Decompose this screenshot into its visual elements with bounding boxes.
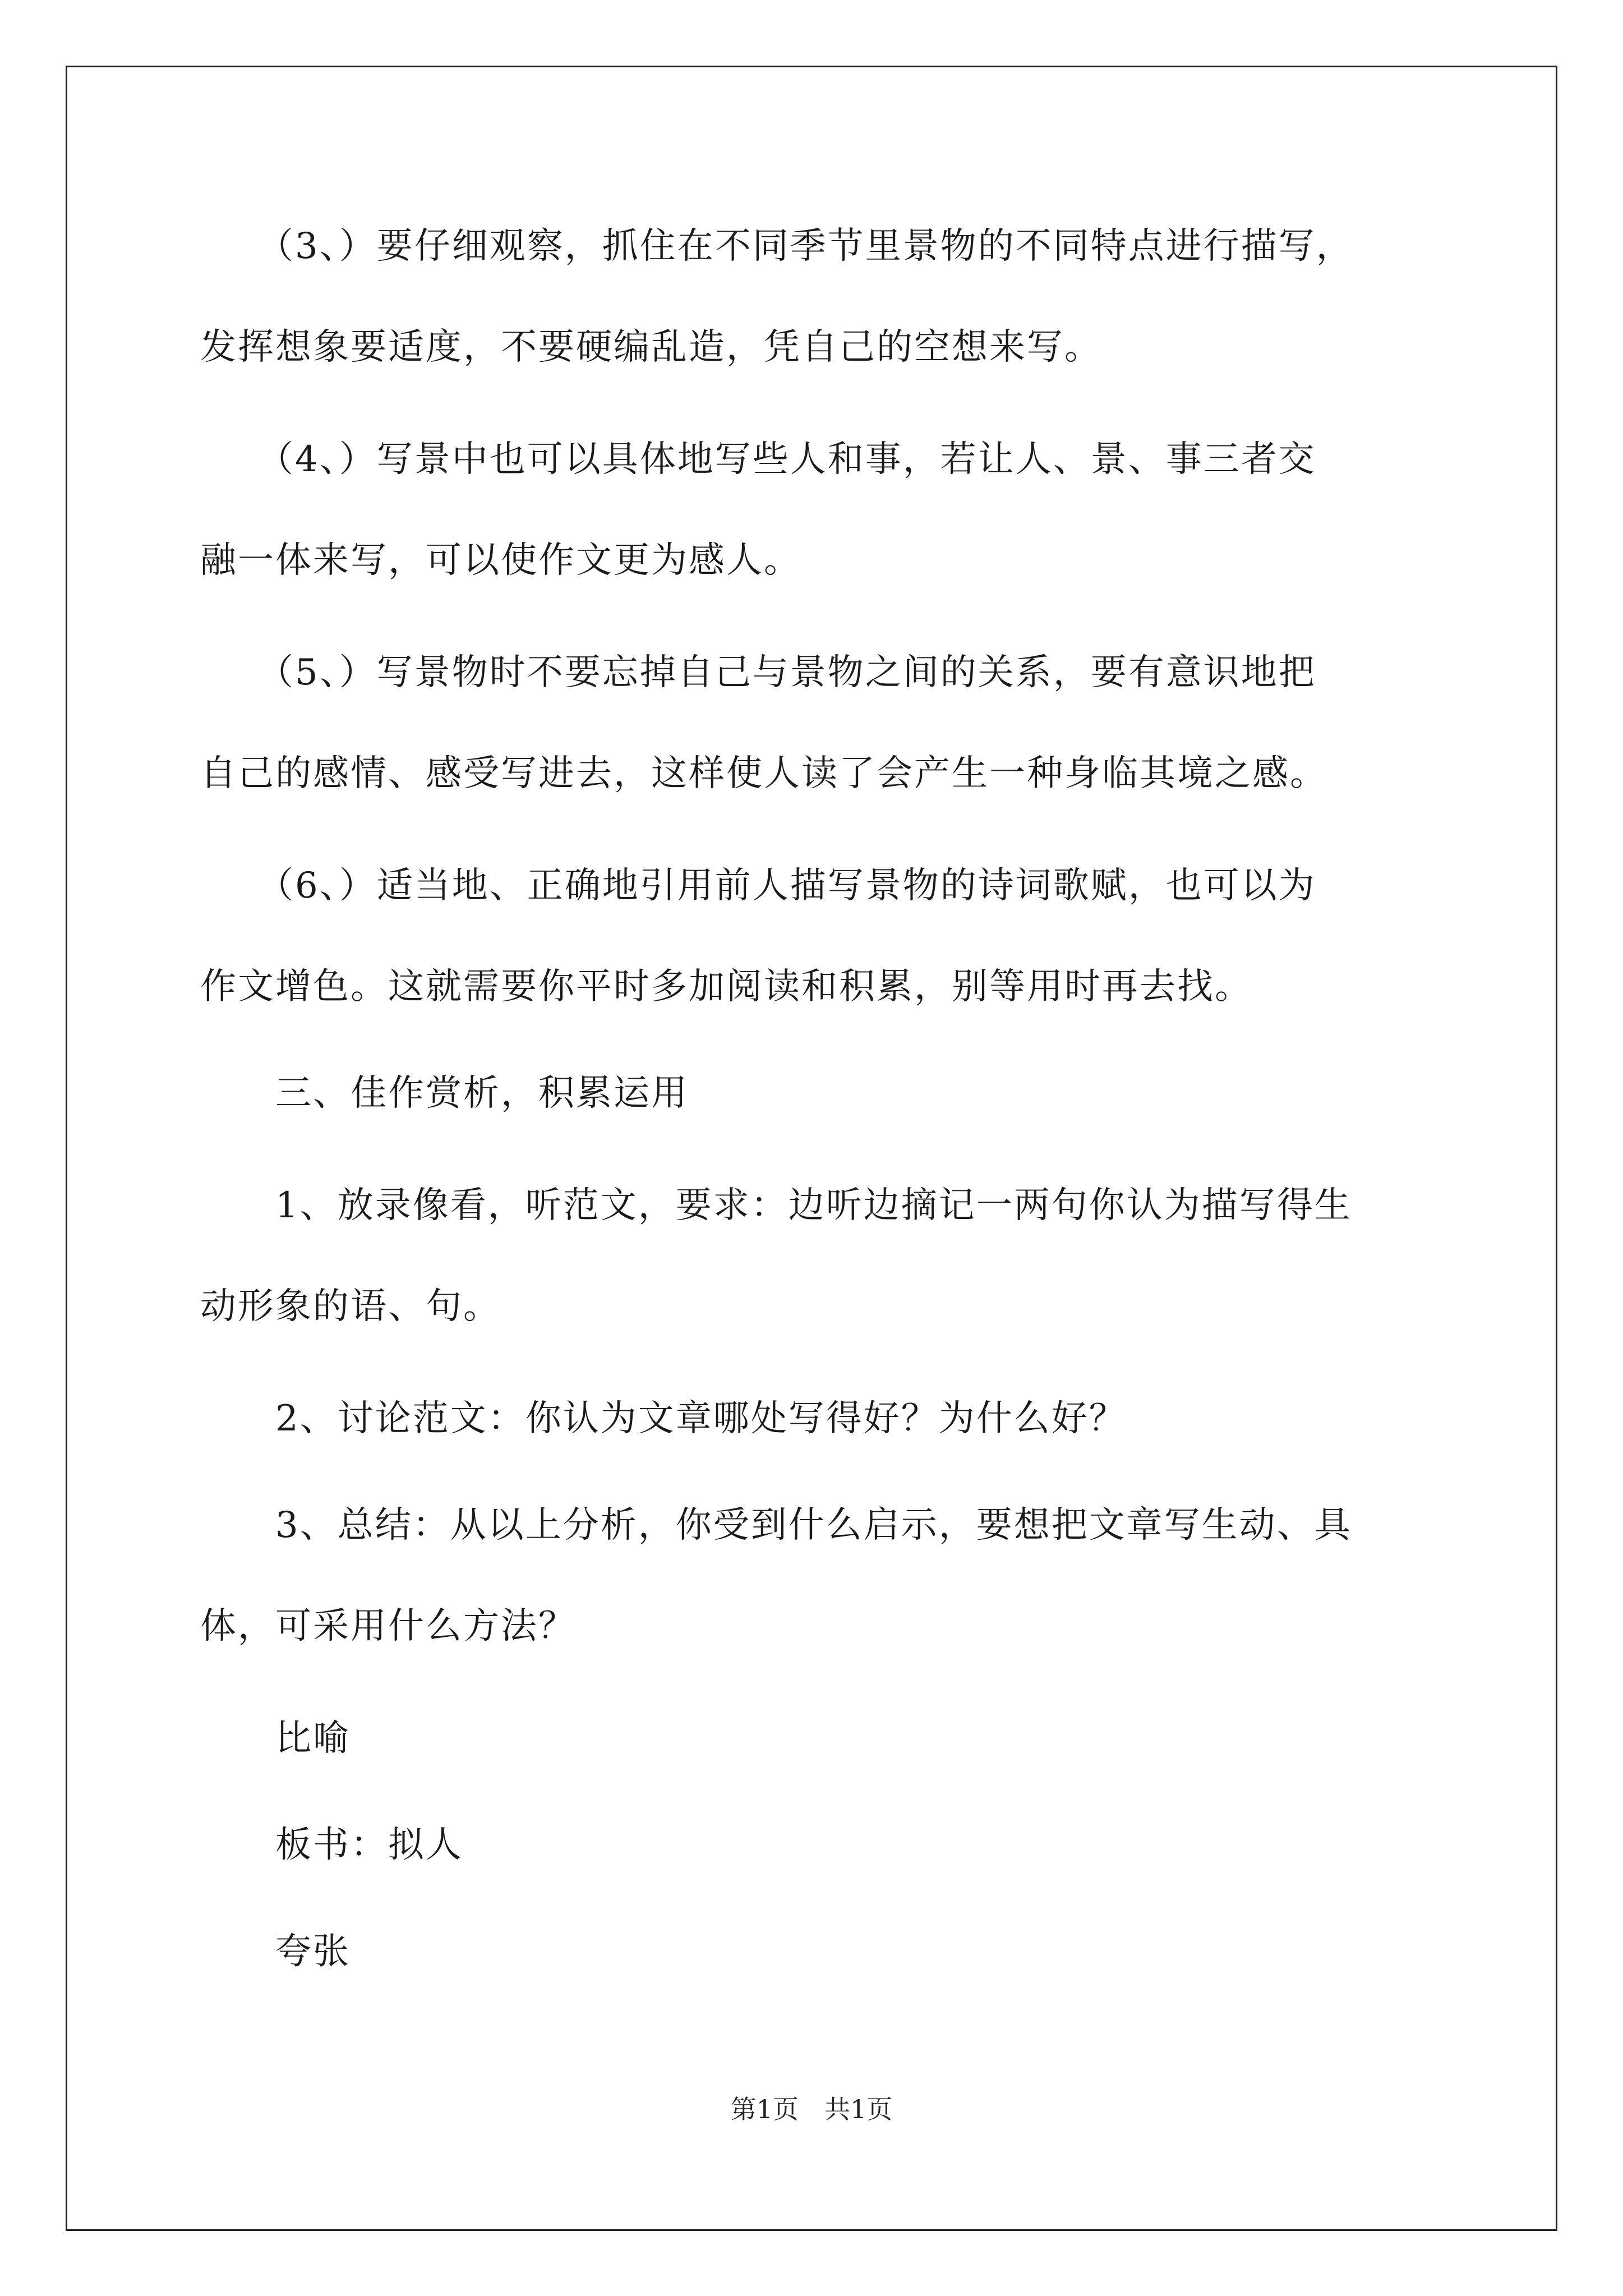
page-footer	[0, 2096, 1623, 2122]
board-item-personification: 板书：拟人	[200, 1824, 463, 1866]
paragraph-3-line-2: 发挥想象要适度，不要硬编乱造，凭自己的空想来写。	[200, 326, 1102, 368]
paragraph-5-line-2: 自己的感情、感受写进去，这样使人读了会产生一种身临其境之感。	[200, 753, 1327, 794]
item-3-line-2: 体，可采用什么方法？	[200, 1605, 576, 1647]
paragraph-6-line-2: 作文增色。这就需要你平时多加阅读和积累，别等用时再去找。	[200, 966, 1252, 1007]
paragraph-4-line-1: （4、）写景中也可以具体地写些人和事，若让人、景、事三者交	[200, 439, 1316, 480]
paragraph-6-line-1: （6、）适当地、正确地引用前人描写景物的诗词歌赋，也可以为	[200, 865, 1316, 907]
paragraph-5-line-1: （5、）写景物时不要忘掉自己与景物之间的关系，要有意识地把	[200, 652, 1316, 693]
item-2-line-1: 2、讨论范文：你认为文章哪处写得好？为什么好？	[200, 1398, 1127, 1439]
page-number-label: 第1页 共1页	[730, 2094, 893, 2124]
board-item-metaphor: 比喻	[200, 1718, 351, 1759]
board-item-hyperbole: 夸张	[200, 1931, 351, 1972]
paragraph-4-line-2: 融一体来写，可以使作文更为感人。	[200, 540, 801, 581]
item-3-line-1: 3、总结：从以上分析，你受到什么启示，要想把文章写生动、具	[200, 1504, 1352, 1546]
section-heading: 三、佳作赏析，积累运用	[200, 1073, 689, 1114]
page-border	[66, 66, 1557, 2231]
paragraph-3-line-1: （3、）要仔细观察，抓住在不同季节里景物的不同特点进行描写，	[200, 226, 1354, 267]
item-1-line-2: 动形象的语、句。	[200, 1286, 501, 1327]
item-1-line-1: 1、放录像看，听范文，要求：边听边摘记一两句你认为描写得生	[200, 1185, 1352, 1226]
